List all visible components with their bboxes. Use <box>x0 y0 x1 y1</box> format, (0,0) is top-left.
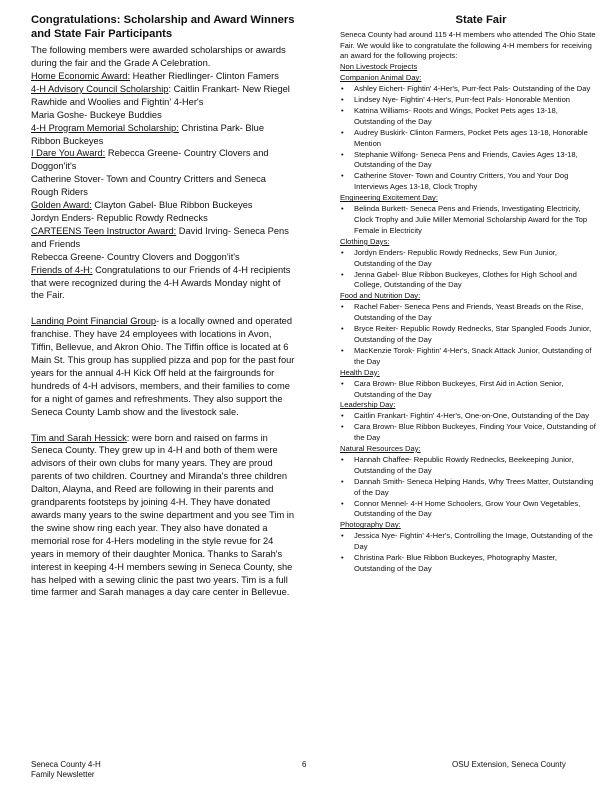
award-text: David Irving- Seneca Pens and Friends <box>31 225 289 249</box>
award-text: Maria Goshe- Buckeye Buddies <box>31 109 162 120</box>
award-entry <box>31 225 295 251</box>
award-text: Christina Park- Blue Ribbon Buckeyes <box>31 122 265 146</box>
list-item: • MacKenzie Torok- Fightin' 4-Her's, Snack Attack Junior, Outstanding of the Day <box>340 346 598 368</box>
list-item: • Belinda Burkett- Seneca Pens and Friends, Investigating Electricity, Clock Trophy and Julie Miller Memorial Scholarship Award for the Top Female in Electricity <box>340 204 598 237</box>
section-list <box>340 455 598 520</box>
section-heading: Clothing Days: <box>340 236 390 246</box>
section-heading: Health Day: <box>340 367 380 377</box>
award-label: CARTEENS Teen Instructor Award: <box>31 225 177 236</box>
list-item: • Lindsey Nye- Fightin' 4-Her's, Purr-fect Pals- Honorable Mention <box>340 95 598 106</box>
page-number: 6 <box>302 760 307 769</box>
award-label: Home Economic Award: <box>31 71 131 81</box>
award-text: Heather Riedlinger- Clinton Famers <box>130 71 279 81</box>
section-heading: Leadership Day: <box>340 400 396 410</box>
list-item: • Katrina Williams- Roots and Wings, Pocket Pets ages 13-18, Outstanding of the Day <box>340 106 598 128</box>
section-list <box>340 248 598 292</box>
section-heading: Natural Resources Day: <box>340 444 421 454</box>
section-heading: Engineering Excitement Day: <box>340 193 438 203</box>
award-entry <box>31 83 295 109</box>
award-label: Golden Award: <box>31 200 92 211</box>
award-entry <box>31 251 295 264</box>
list-item: • Hannah Chaffee- Republic Rowdy Rednecks, Beekeeping Junior, Outstanding of the Day <box>340 455 598 477</box>
footer-left <box>31 760 101 780</box>
award-entry <box>31 70 295 83</box>
section-list <box>340 84 598 193</box>
list-item: • Rachel Faber- Seneca Pens and Friends, Yeast Breads on the Rise, Outstanding of the Day <box>340 302 598 324</box>
list-item: • Caitlin Frankart- Fightin' 4-Her's, One-on-One, Outstanding of the Day <box>340 411 598 422</box>
right-column <box>340 14 598 575</box>
list-item: • Ashley Eichert- Fightin' 4-Her's, Purr-fect Pals- Outstanding of the Day <box>340 84 598 95</box>
award-text: Catherine Stover- Town and Country Critters and Seneca Rough Riders <box>31 174 266 198</box>
footer-right: OSU Extension, Seneca County <box>452 760 566 769</box>
footer-newsletter-line2: Family Newsletter <box>31 770 95 779</box>
section-list <box>340 379 598 401</box>
section-heading: Companion Animal Day: <box>340 73 422 83</box>
list-item: • Audrey Buskirk- Clinton Farmers, Pocket Pets ages 13-18, Honorable Mention <box>340 128 598 150</box>
hessick-label: Tim and Sarah Hessick <box>31 432 127 443</box>
list-item: • Christina Park- Blue Ribbon Buckeyes, Photography Master, Outstanding of the Day <box>340 553 598 575</box>
award-text: Congratulations to our Friends of 4-H recipients that were recognized during the 4-H Awards Monday night of the Fair. <box>31 264 291 301</box>
list-item: • Jessica Nye- Fightin' 4-Her's, Controlling the Image, Outstanding of the Day <box>340 531 598 553</box>
award-text: Jordyn Enders- Republic Rowdy Rednecks <box>31 212 208 223</box>
awards-list <box>31 70 295 302</box>
award-entry <box>31 173 295 199</box>
left-title: Congratulations: Scholarship and Award Winners and State Fair Participants <box>31 14 295 40</box>
state-fair-sections <box>340 62 598 575</box>
award-entry <box>31 212 295 225</box>
right-intro: Seneca County had around 115 4-H members who attended The Ohio State Fair. We would like to congratulate the following 4-H members for receiving an award for the following projects: <box>340 29 596 61</box>
section-heading: Non Livestock Projects <box>340 62 418 72</box>
award-text: : Caitlin Frankart- New Riegel Rawhide and Woolies and Fightin' 4-Her's <box>31 83 290 107</box>
right-title: State Fair <box>455 14 507 26</box>
list-item: • Dannah Smith- Seneca Helping Hands, Why Trees Matter, Outstanding of the Day <box>340 477 598 499</box>
award-label: I Dare You Award: <box>31 148 106 159</box>
list-item: • Bryce Reiter- Republic Rowdy Rednecks, Star Spangled Foods Junior, Outstanding of the Day <box>340 324 598 346</box>
section-list <box>340 531 598 575</box>
section-list <box>340 411 598 444</box>
award-text: Rebecca Greene- Country Clovers and Doggon'it's <box>31 251 240 262</box>
award-entry <box>31 122 295 148</box>
award-text: Clayton Gabel- Blue Ribbon Buckeyes <box>91 200 253 211</box>
award-label: 4-H Advisory Council Scholarship <box>31 83 169 94</box>
landing-point-paragraph <box>31 315 295 418</box>
left-intro: The following members were awarded scholarships or awards during the fair and the Grade A Celebration. <box>31 45 286 69</box>
landing-point-label: Landing Point Financial Group <box>31 316 157 327</box>
left-column <box>31 14 295 599</box>
award-entry <box>31 199 295 212</box>
award-text: Rebecca Greene- Country Clovers and Doggon'it's <box>31 148 269 172</box>
list-item: • Catherine Stover- Town and Country Critters, You and Your Dog Interviews Ages 13-18, Clock Trophy <box>340 171 598 193</box>
award-label: 4-H Program Memorial Scholarship: <box>31 122 179 133</box>
list-item: • Stephanie Wilfong- Seneca Pens and Friends, Cavies Ages 13-18, Outstanding of the Day <box>340 150 598 172</box>
list-item: • Connor Mennel- 4-H Home Schoolers, Grow Your Own Vegetables, Outstanding of the Day <box>340 499 598 521</box>
list-item: • Jenna Gabel- Blue Ribbon Buckeyes, Clothes for High School and College, Outstanding of the Day <box>340 270 598 292</box>
footer-newsletter-line1: Seneca County 4-H <box>31 760 101 769</box>
list-item: • Cara Brown- Blue Ribbon Buckeyes, First Aid in Action Senior, Outstanding of the Day <box>340 379 598 401</box>
hessick-text: : were born and raised on farms in Seneca County. They grew up in 4-H and both of them were advisors of their own clubs for many years. They are proud parents of two children. Courtney and Miranda's three children Dalton, Alayna, and Reed are following in their parents and grandparents footsteps by joining 4-H. They have donated awards many years to the swine department and you see Tim in the swine show ring each year. They also have donated a memorial rose for 4-Hers modeling in the style revue for 24 years in memory of their daughter Monica. Thanks to Sarah's interest in keeping 4-H members sewing in Seneca County, she has helped with a sewing clinic the past two years. Tim is a full time farmer and Sarah manages a day care center in Bellevue. <box>31 432 295 598</box>
list-item: • Cara Brown- Blue Ribbon Buckeyes, Finding Your Voice, Outstanding of the Day <box>340 422 598 444</box>
section-list <box>340 302 598 367</box>
award-entry <box>31 147 295 173</box>
award-entry <box>31 264 295 303</box>
section-heading: Photography Day: <box>340 520 401 530</box>
list-item: • Jordyn Enders- Republic Rowdy Rednecks, Sew Fun Junior, Outstanding of the Day <box>340 248 598 270</box>
section-heading: Food and Nutrition Day: <box>340 291 421 301</box>
landing-point-text: - is a locally owned and operated franchise. They have 24 employees with locations in Avon, Tiffin, Bellevue, and Akron Ohio. The Tiffin office is located at 6 Main St. This group has supplied pizza and pop for the past four years for the annual 4-H Kick Off held at the fairgrounds for hundreds of 4-H advisors, members, and their families to come for a night of games and refreshments. They also support the Seneca County Lamb show and the livestock sale. <box>31 316 295 417</box>
hessick-paragraph <box>31 432 295 600</box>
award-entry <box>31 109 295 122</box>
award-label: Friends of 4-H: <box>31 264 93 275</box>
section-list <box>340 204 598 237</box>
